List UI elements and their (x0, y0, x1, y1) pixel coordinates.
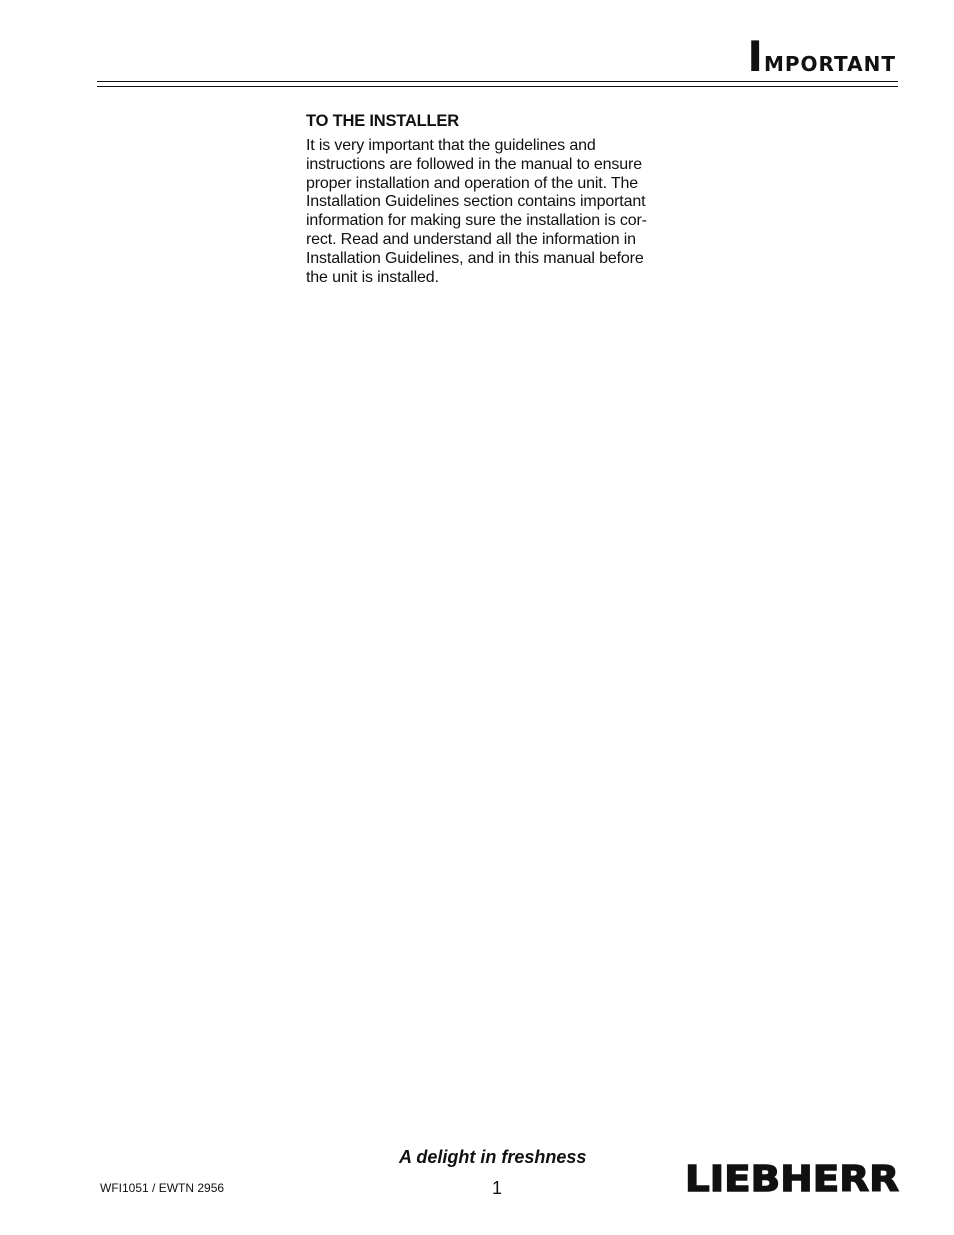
body-line: It is very important that the guidelines and (306, 137, 596, 154)
liebherr-logo (685, 1161, 901, 1195)
page-title-initial: I (747, 32, 764, 81)
body-line: proper installation and operation of the unit. The (306, 174, 638, 192)
page-title (747, 32, 896, 81)
logo-wordmark: LIEBHERR (685, 1161, 899, 1195)
body-line: Installation Guidelines, and in this manual before (306, 249, 644, 267)
document-code: WFI1051 / EWTN 2956 (100, 1181, 225, 1195)
body-line: Installation Guidelines section contains important (306, 193, 646, 211)
section-body (306, 137, 678, 287)
body-line: rect. Read and understand all the information in (306, 230, 636, 248)
tagline: A delight in freshness (399, 1147, 587, 1167)
installer-section (306, 112, 678, 287)
body-line: instructions are followed in the manual to ensure (306, 155, 642, 173)
header-rule-bottom (97, 86, 898, 87)
section-heading: TO THE INSTALLER (306, 112, 459, 130)
body-line: information for making sure the installation is cor- (306, 212, 647, 230)
page-title-rest: mportant (763, 45, 896, 78)
body-line: the unit is installed. (306, 268, 439, 286)
header-rule-top (97, 81, 898, 82)
page-number: 1 (492, 1178, 503, 1198)
